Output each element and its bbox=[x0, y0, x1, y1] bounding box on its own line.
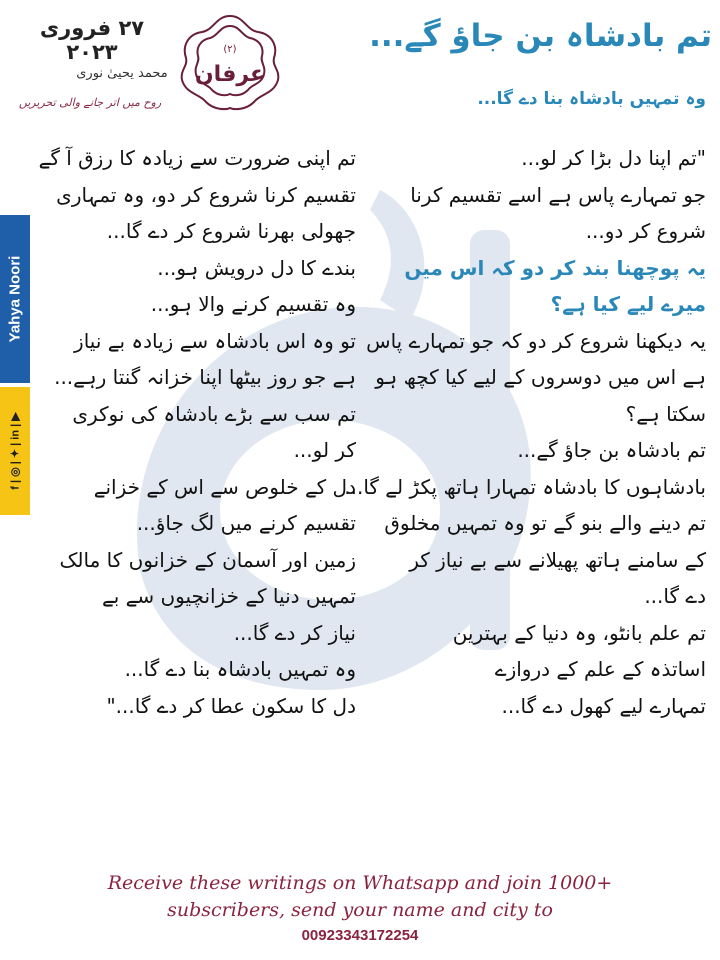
right-column-line: تم دینے والے بنو گے تو وہ تمہیں مخلوق bbox=[384, 511, 706, 535]
author-badge-text: Yahya Noori bbox=[6, 255, 24, 343]
left-column-line: جھولی بھرنا شروع کر دے گا... bbox=[106, 219, 356, 243]
right-column-line: میرے لیے کیا ہے؟ bbox=[550, 292, 706, 316]
right-column-line: جو تمہارے پاس ہے اسے تقسیم کرنا bbox=[410, 182, 706, 207]
right-column-line: تم علم بانٹو، وہ دنیا کے بہترین bbox=[452, 620, 706, 645]
left-column-line: دل کے خلوص سے اس کے خزانے bbox=[93, 474, 356, 499]
left-column-line: تقسیم کرنے میں لگ جاؤ... bbox=[136, 511, 356, 535]
right-column-line: سکتا ہے؟ bbox=[625, 401, 706, 426]
date-label: ۲۷ فروری ۲۰۲۳ bbox=[39, 16, 145, 64]
right-column-line: اساتذہ کے علم کے دروازے bbox=[494, 657, 706, 681]
author-name: محمد یحییٰ نوری bbox=[76, 66, 168, 81]
social-icons-text: f | ◎ | ✦ | in | ▶ bbox=[9, 412, 22, 490]
right-column-line: "تم اپنا دل بڑا کر لو... bbox=[521, 146, 706, 170]
logo-number: (۲) bbox=[223, 44, 237, 55]
footer-line-2: subscribers, send your name and city to bbox=[167, 899, 553, 921]
right-column-line: کے سامنے ہاتھ پھیلانے سے بے نیاز کر bbox=[409, 547, 706, 572]
right-column-line: یہ پوچھنا بند کر دو کہ اس میں bbox=[404, 255, 706, 280]
right-column bbox=[344, 140, 706, 724]
page-title: تم بادشاہ بن جاؤ گے... bbox=[369, 18, 712, 54]
logo-title: عرفان bbox=[194, 62, 266, 87]
left-column-line: وہ تمہیں بادشاہ بنا دے گا... bbox=[124, 657, 356, 681]
left-column-line: ہے جو روز بیٹھا اپنا خزانہ گنتا رہے... bbox=[54, 365, 356, 389]
left-column-line: تو وہ اس بادشاہ سے زیادہ بے نیاز bbox=[74, 328, 356, 353]
right-column-line: ہے اس میں دوسروں کے لیے کیا کچھ ہو bbox=[375, 365, 706, 389]
right-column-line: تم بادشاہ بن جاؤ گے... bbox=[517, 438, 706, 462]
phone-number[interactable]: 00923343172254 bbox=[301, 927, 419, 944]
left-column bbox=[36, 140, 356, 724]
footer-line-1: Receive these writings on Whatsapp and join 1000+ bbox=[107, 872, 613, 894]
social-strip bbox=[0, 215, 30, 515]
header bbox=[0, 0, 720, 140]
author-badge bbox=[0, 215, 30, 383]
left-column-line: نیاز کر دے گا... bbox=[233, 620, 356, 645]
footer bbox=[0, 870, 720, 948]
left-column-line: تم اپنی ضرورت سے زیادہ کا رزق آ گے bbox=[38, 146, 356, 170]
right-column-line: بادشاہوں کا بادشاہ تمہارا ہاتھ پکڑ لے گا... bbox=[344, 474, 706, 499]
left-column-line: وہ تقسیم کرنے والا ہو... bbox=[150, 292, 356, 316]
right-column-line: شروع کر دو... bbox=[585, 219, 706, 243]
social-icons[interactable] bbox=[0, 387, 30, 515]
left-column-line: کر لو... bbox=[293, 438, 356, 462]
left-column-line: بندے کا دل درویش ہو... bbox=[157, 255, 356, 280]
right-column-line: دے گا... bbox=[644, 584, 706, 608]
left-column-line: تمہیں دنیا کے خزانچیوں سے بے bbox=[102, 584, 356, 608]
right-column-line: تمہارے لیے کھول دے گا... bbox=[501, 693, 706, 718]
page-subtitle: وہ تمہیں بادشاہ بنا دے گا... bbox=[477, 89, 706, 109]
tagline: روح میں اتر جانے والی تحریریں bbox=[18, 96, 162, 109]
left-column-line: دل کا سکون عطا کر دے گا..." bbox=[106, 693, 356, 718]
right-column-line: یہ دیکھنا شروع کر دو کہ جو تمہارے پاس bbox=[366, 328, 706, 353]
left-column-line: زمین اور آسمان کے خزانوں کا مالک bbox=[59, 547, 356, 572]
left-column-line: تم سب سے بڑے بادشاہ کی نوکری bbox=[72, 401, 356, 426]
left-column-line: تقسیم کرنا شروع کر دو، وہ تمہاری bbox=[56, 182, 356, 207]
